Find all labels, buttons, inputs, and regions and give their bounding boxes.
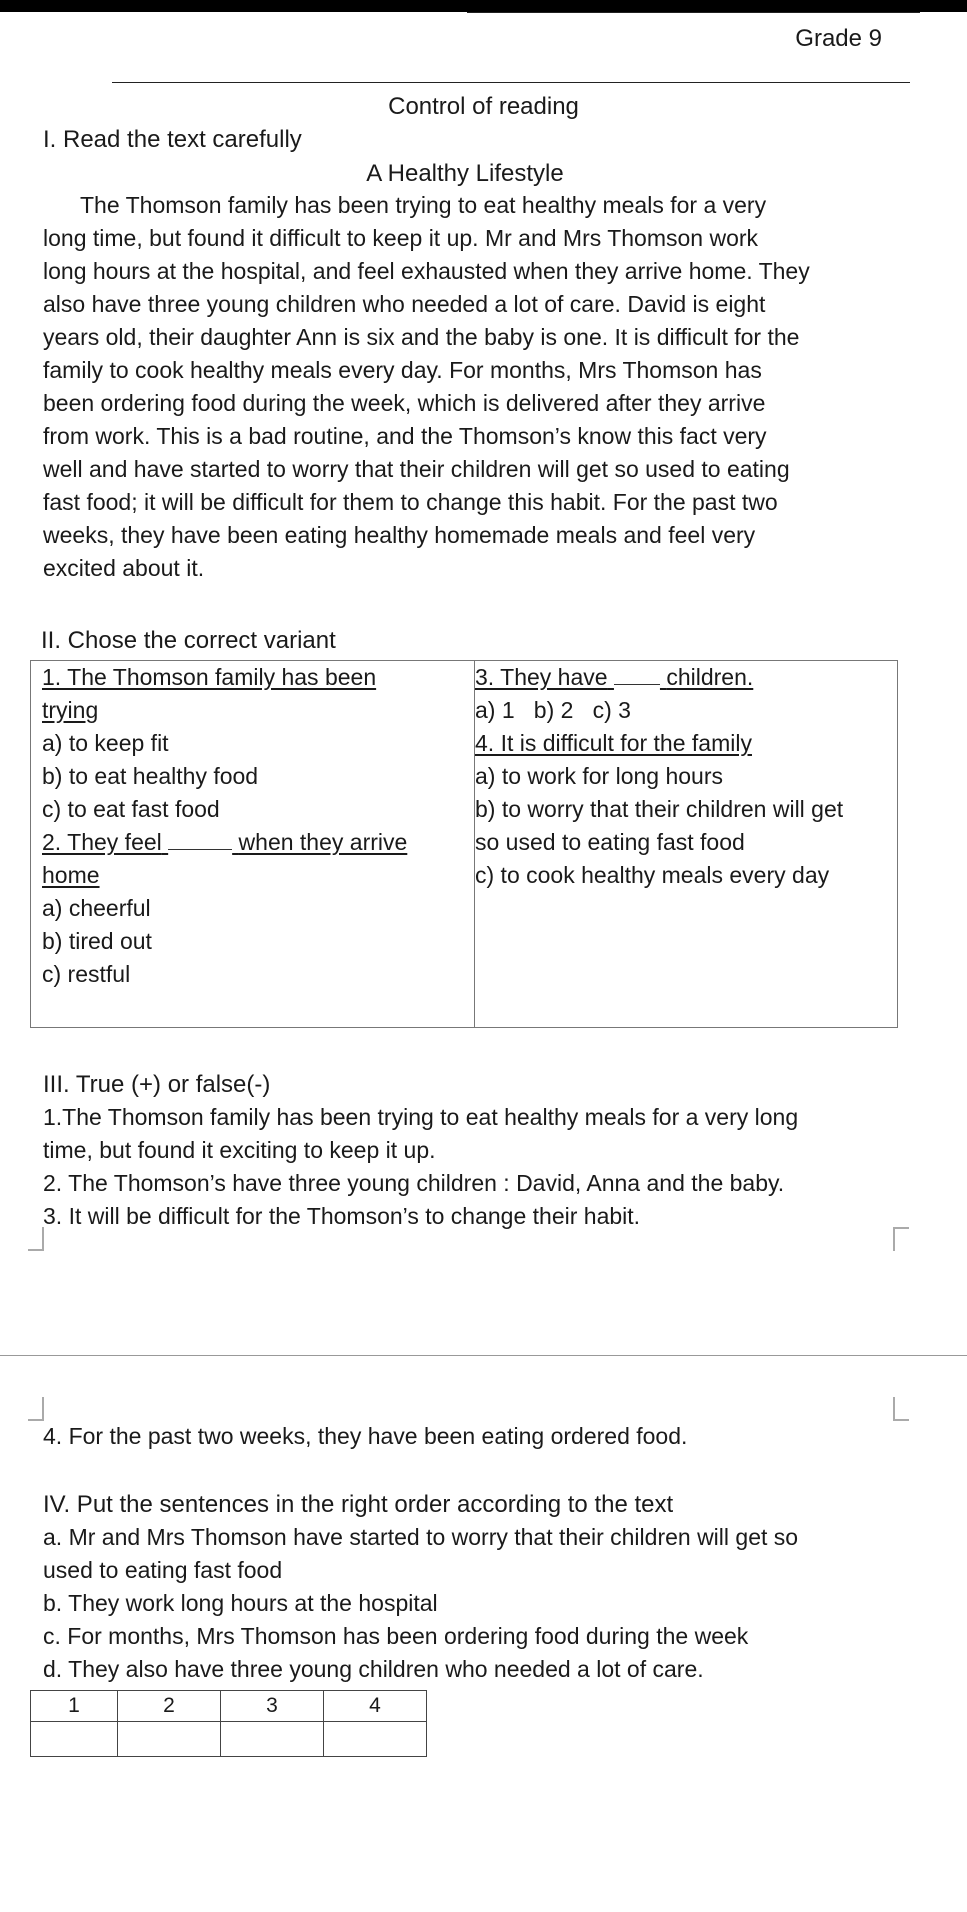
text-line: fast food; it will be difficult for them to change this habit. For the past two <box>43 489 778 515</box>
text-line: The Thomson family has been trying to eat healthy meals for a very <box>80 192 767 218</box>
order-sentences <box>43 1521 943 1686</box>
page-divider <box>0 1355 967 1356</box>
section2-heading: II. Chose the correct variant <box>41 627 336 654</box>
order-answer-table <box>30 1690 427 1757</box>
sentence-d: d. They also have three young children who needed a lot of care. <box>43 1656 704 1682</box>
question-1-stem: 1. The Thomson family has been <box>42 664 377 690</box>
table-header-cell: 1 <box>31 1691 118 1722</box>
text-line: long hours at the hospital, and feel exhausted when they arrive home. They <box>43 258 810 284</box>
crop-corner-mark <box>893 1397 909 1421</box>
text-line: long time, but found it difficult to keep it up. Mr and Mrs Thomson work <box>43 225 759 251</box>
option: b) to eat healthy food <box>42 763 259 789</box>
page-title: Control of reading <box>388 93 579 120</box>
text-line: been ordering food during the week, which is delivered after they arrive <box>43 390 766 416</box>
section1-heading: I. Read the text carefully <box>43 126 302 153</box>
answer-blank <box>168 828 232 850</box>
text-line: years old, their daughter Ann is six and the baby is one. It is difficult for the <box>43 324 800 350</box>
reading-text <box>43 189 923 585</box>
crop-corner-mark <box>893 1227 909 1251</box>
text-line: from work. This is a bad routine, and the Thomson’s know this fact very <box>43 423 767 449</box>
answer-cell[interactable] <box>31 1722 118 1757</box>
statement: 3. It will be difficult for the Thomson’s to change their habit. <box>43 1203 641 1229</box>
crop-corner-mark <box>28 1227 44 1251</box>
option: b) tired out <box>42 928 152 954</box>
question-3-stem: 3. They have children. <box>475 664 754 690</box>
question-2-stem: 2. They feel when they arrive <box>42 829 408 855</box>
text-title: A Healthy Lifestyle <box>366 160 564 187</box>
table-answer-row <box>31 1722 427 1757</box>
option-cont: so used to eating fast food <box>475 829 745 855</box>
true-false-list <box>43 1101 943 1233</box>
sentence-a-cont: used to eating fast food <box>43 1557 283 1583</box>
table-header-cell: 2 <box>118 1691 221 1722</box>
text-line: well and have started to worry that their children will get so used to eating <box>43 456 790 482</box>
table-header-row <box>31 1691 427 1722</box>
top-black-bar <box>0 0 967 12</box>
questions-right-column <box>465 661 897 1027</box>
statement: 1.The Thomson family has been trying to eat healthy meals for a very long <box>43 1104 799 1130</box>
question-3-options: a) 1 b) 2 c) 3 <box>475 697 631 723</box>
grade-label: Grade 9 <box>795 25 882 52</box>
statement: 2. The Thomson’s have three young children : David, Anna and the baby. <box>43 1170 785 1196</box>
section4-heading: IV. Put the sentences in the right order according to the text <box>43 1491 674 1518</box>
answer-blank <box>614 663 660 685</box>
statement: 4. For the past two weeks, they have been eating ordered food. <box>43 1423 688 1449</box>
crop-corner-mark <box>28 1397 44 1421</box>
option: a) to work for long hours <box>475 763 724 789</box>
question-4-stem: 4. It is difficult for the family <box>475 730 752 756</box>
answer-cell[interactable] <box>118 1722 221 1757</box>
option: a) cheerful <box>42 895 151 921</box>
header-rule-top <box>467 12 920 13</box>
header-rule <box>112 82 910 83</box>
sentence-a: a. Mr and Mrs Thomson have started to worry that their children will get so <box>43 1524 799 1550</box>
table-header-cell: 3 <box>221 1691 324 1722</box>
sentence-b: b. They work long hours at the hospital <box>43 1590 438 1616</box>
text-line: family to cook healthy meals every day. For months, Mrs Thomson has <box>43 357 762 383</box>
option: c) to cook healthy meals every day <box>475 862 830 888</box>
table-header-cell: 4 <box>324 1691 427 1722</box>
questions-left-column <box>31 661 475 1027</box>
question-2-stem-cont: home <box>42 862 100 888</box>
option: a) to keep fit <box>42 730 169 756</box>
sentence-c: c. For months, Mrs Thomson has been ordering food during the week <box>43 1623 749 1649</box>
questions-table <box>30 660 898 1028</box>
option: b) to worry that their children will get <box>475 796 844 822</box>
option: c) to eat fast food <box>42 796 220 822</box>
answer-cell[interactable] <box>324 1722 427 1757</box>
text-line: also have three young children who needed a lot of care. David is eight <box>43 291 766 317</box>
text-line: weeks, they have been eating healthy homemade meals and feel very <box>43 522 756 548</box>
option: c) restful <box>42 961 131 987</box>
section3-heading: III. True (+) or false(-) <box>43 1071 271 1098</box>
question-1-stem-cont: trying <box>42 697 99 723</box>
answer-cell[interactable] <box>221 1722 324 1757</box>
text-line: excited about it. <box>43 555 205 581</box>
statement-cont: time, but found it exciting to keep it up. <box>43 1137 436 1163</box>
